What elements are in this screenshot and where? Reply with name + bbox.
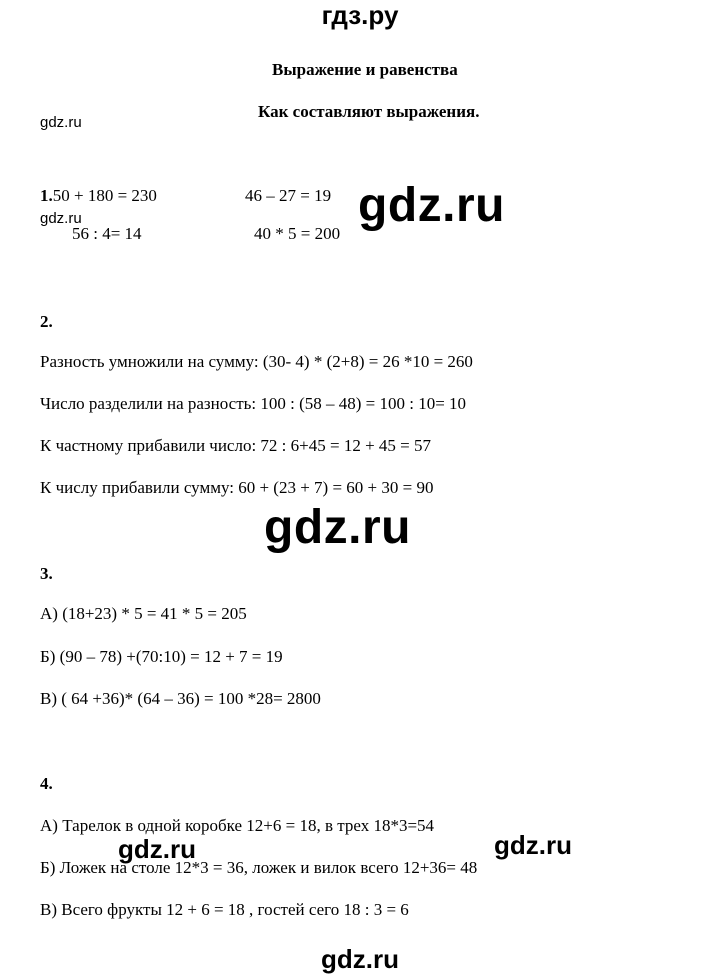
watermark-small: gdz.ru xyxy=(40,114,82,131)
task-1-line-2-right: 40 * 5 = 200 xyxy=(254,224,341,243)
task-4-line: А) Тарелок в одной коробке 12+6 = 18, в трех 18*3=54 xyxy=(40,816,435,835)
task-1-line-2-left: 56 : 4= 14 xyxy=(72,224,142,243)
watermark-small: gdz.ru xyxy=(40,210,82,227)
task-1-number: 1. xyxy=(40,186,53,205)
task-4-number: 4. xyxy=(40,774,53,793)
task-3-line: Б) (90 – 78) +(70:10) = 12 + 7 = 19 xyxy=(40,647,283,666)
task-2-number: 2. xyxy=(40,312,53,331)
site-header: гдз.ру xyxy=(321,0,399,30)
task-1-line-1-left: 1.50 + 180 = 230 xyxy=(40,186,157,205)
task-4-line: В) Всего фрукты 12 + 6 = 18 , гостей сего 18 : 3 = 6 xyxy=(40,900,409,919)
watermark-medium: gdz.ru xyxy=(118,834,196,864)
task-2-line: Число разделили на разность: 100 : (58 – 48) = 100 : 10= 10 xyxy=(40,394,467,413)
task-2-line: К числу прибавили сумму: 60 + (23 + 7) = 60 + 30 = 90 xyxy=(40,478,434,497)
task-1-line-1-right: 46 – 27 = 19 xyxy=(245,186,332,205)
task-3-number: 3. xyxy=(40,564,53,583)
task-3-line: А) (18+23) * 5 = 41 * 5 = 205 xyxy=(40,604,247,623)
watermark-large: gdz.ru xyxy=(358,179,505,232)
task-3-line: В) ( 64 +36)* (64 – 36) = 100 *28= 2800 xyxy=(40,689,321,708)
task-2-line: Разность умножили на сумму: (30- 4) * (2+8) = 26 *10 = 260 xyxy=(40,352,473,371)
watermark-medium: gdz.ru xyxy=(494,830,572,860)
task-2-line: К частному прибавили число: 72 : 6+45 = 12 + 45 = 57 xyxy=(40,436,432,455)
footer-watermark: gdz.ru xyxy=(321,944,399,974)
watermark-large: gdz.ru xyxy=(264,501,411,554)
task-4-line: Б) Ложек на столе 12*3 = 36, ложек и вилок всего 12+36= 48 xyxy=(40,858,478,877)
page-title: Выражение и равенства xyxy=(272,60,458,79)
page-subtitle: Как составляют выражения. xyxy=(258,102,480,121)
